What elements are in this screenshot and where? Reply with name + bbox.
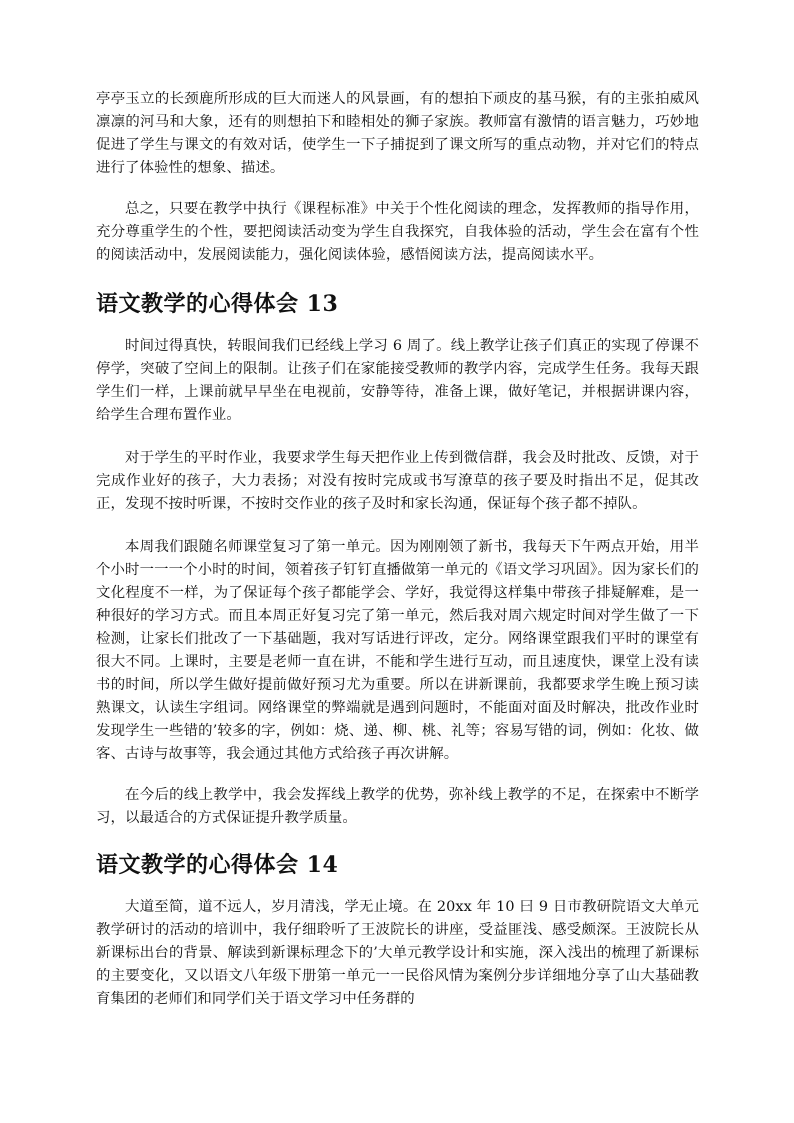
section-13-paragraph-3: 本周我们跟随名师课堂复习了第一单元。因为刚刚领了新书，我每天下午两点开始，用半个小时一一一个小时的时间，领着孩子钉钉直播做第一单元的《语文学习巩固》。因为家长们的文化程度不一样，为了保证每个孩子都能学会、学好，我觉得这样集中带孩子排疑解难，是一种很好的学习方式。而且本周正好复习完了第一单元，然后我对周六规定时间对学生做了一下检测，让家长们批改了一下基础题，我对写话进行评改，定分。网络课堂跟我们平时的课堂有很大不同。上课时，主要是老师一直在讲，不能和学生进行互动，而且速度快，课堂上没有读书的时间，所以学生做好提前做好预习尤为重要。所以在讲新课前，我都要求学生晚上预习读熟课文，认读生字组词。网络课堂的弊端就是遇到问题时，不能面对面及时解决，批改作业时发现学生一些错的’较多的字，例如：烧、递、柳、桃、礼等；容易写错的词，例如：化妆、做客、古诗与故事等，我会通过其他方式给孩子再次讲解。 [96, 539, 699, 762]
section-14-title: 语文教学的心得体会 14 [96, 852, 339, 878]
section-13-paragraph-1: 时间过得真快，转眼间我们已经线上学习 6 周了。线上教学让孩子们真正的实现了停课不停学，突破了空间上的限制。让孩子们在家能接受教师的教学内容，完成学生任务。我每天跟学生们一样，上课前就早早坐在电视前，安静等待，准备上课，做好笔记，并根据讲课内容，给学生合理布置作业。 [96, 338, 699, 423]
paragraph-intro-1: 亭亭玉立的长颈鹿所形成的巨大而迷人的风景画，有的想拍下顽皮的基马猴，有的主张拍威风凛凛的河马和大象，还有的则想拍下和睦相处的狮子家族。教师富有激情的语言魅力，巧妙地促进了学生与课文的有效对话，使学生一下子捕捉到了课文所写的重点动物，并对它们的特点进行了体验性的想象、描述。 [96, 91, 699, 176]
section-13-paragraph-2: 对于学生的平时作业，我要求学生每天把作业上传到微信群，我会及时批改、反馈，对于完成作业好的孩子，大力表扬；对没有按时完成或书写潦草的孩子要及时指出不足，促其改正，发现不按时听课，不按时交作业的孩子及时和家长沟通，保证每个孩子都不掉队。 [96, 450, 699, 512]
section-13-paragraph-4: 在今后的线上教学中，我会发挥线上教学的优势，弥补线上教学的不足，在探索中不断学习，以最适合的方式保证提升教学质量。 [96, 787, 699, 826]
paragraph-intro-2: 总之，只要在教学中执行《课程标准》中关于个性化阅读的理念，发挥教师的指导作用，充分尊重学生的个性，要把阅读活动变为学生自我探究，自我体验的活动，学生会在富有个性的阅读活动中，发展阅读能力，强化阅读体验，感悟阅读方法，提高阅读水平。 [96, 201, 699, 263]
section-14-paragraph-1: 大道至简，道不远人，岁月清浅，学无止境。在 20xx 年 10 曰 9 日市教研院语文大单元教学研讨的活动的培训中，我仔细聆听了王波院长的讲座，受益匪浅、感受颇深。王波院长从新课标出台的背景、解读到新课标理念下的’大单元教学设计和实施，深入浅出的梳理了新课标的主要变化，又以语文八年级下册第一单元一一民俗风情为案例分步详细地分享了山大基础教育集团的老师们和同学们关于语文学习中任务群的 [96, 899, 699, 1007]
section-13-title: 语文教学的心得体会 13 [96, 291, 339, 317]
document-page [96, 88, 699, 1031]
